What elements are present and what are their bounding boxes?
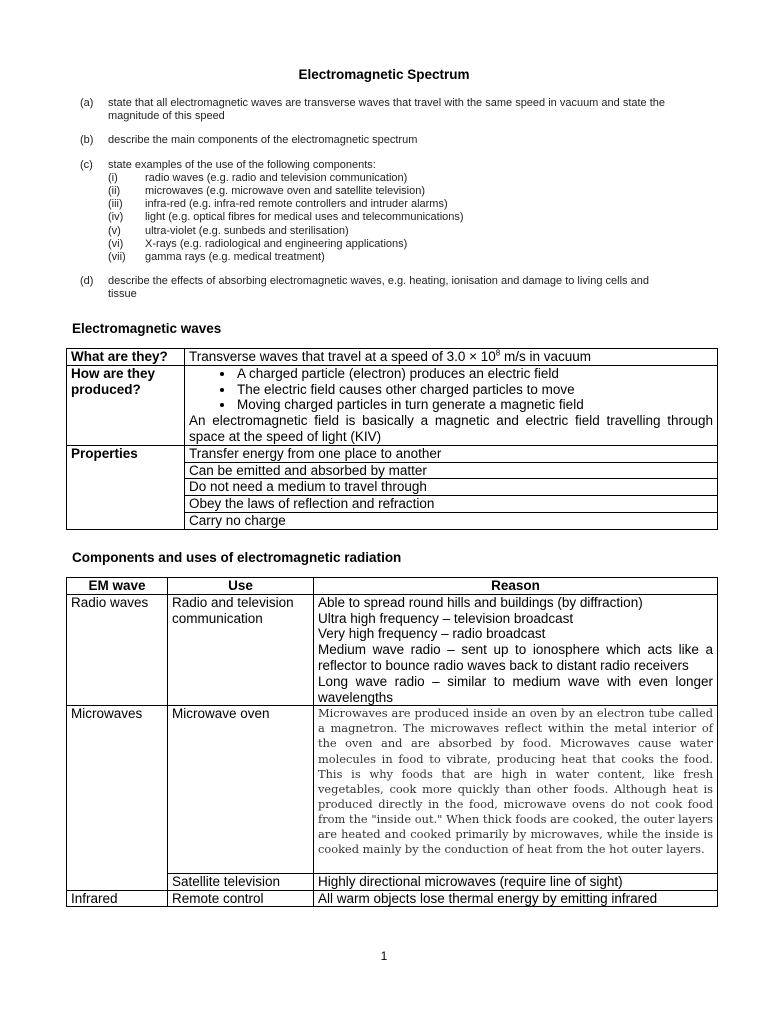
objective-subitem: (vi) X-rays (e.g. radiological and engineering applications) xyxy=(108,237,408,250)
table-row xyxy=(67,512,718,529)
list-item: • A charged particle (electron) produces an electric field xyxy=(235,366,713,382)
objective-text: describe the effects of absorbing electromagnetic waves, e.g. heating, ionisation and damage to living cells and tissue xyxy=(108,275,649,301)
objective-subitem: (iii) infra-red (e.g. infra-red remote controllers and intruder alarms) xyxy=(108,198,448,211)
objective-text: describe the main components of the electromagnetic spectrum xyxy=(108,134,418,147)
wave-cell: Infrared xyxy=(67,890,168,907)
reason-cell: Highly directional microwaves (require line of sight) xyxy=(314,873,718,890)
row-value: Transverse waves that travel at a speed of $3.0 \times 10^8$ m/s in vacuum xyxy=(185,349,718,366)
objective-text: state examples of the use of the following components: xyxy=(108,158,376,171)
objective-subitem: (i) radio waves (e.g. radio and television communication) xyxy=(108,171,408,184)
use-cell: Radio and television communication xyxy=(168,594,314,706)
property-item: Transfer energy from one place to another xyxy=(185,445,718,462)
use-cell: Remote control xyxy=(168,890,314,907)
table-row xyxy=(67,496,718,513)
section-heading-components: Components and uses of electromagnetic radiation xyxy=(72,550,402,565)
objective-c xyxy=(80,159,680,265)
objective-subitems xyxy=(108,172,680,264)
learning-objectives xyxy=(80,97,680,302)
row-label: How are they produced? xyxy=(67,365,185,445)
objective-subitem: (vii) gamma rays (e.g. medical treatment) xyxy=(108,251,325,264)
property-item: Can be emitted and absorbed by matter xyxy=(185,462,718,479)
objective-letter: (c) xyxy=(80,158,93,171)
row-value xyxy=(185,365,718,445)
objective-b xyxy=(80,134,680,147)
property-item: Do not need a medium to travel through xyxy=(185,479,718,496)
page-number: 1 xyxy=(380,949,388,963)
property-item: Carry no charge xyxy=(185,512,718,529)
table-row xyxy=(67,890,718,907)
table-row xyxy=(67,594,718,706)
objective-d xyxy=(80,275,680,301)
objective-subitem: (v) ultra-violet (e.g. sunbeds and sterilisation) xyxy=(108,224,349,237)
table-row xyxy=(67,706,718,873)
objective-subitem: (ii) microwaves (e.g. microwave oven and satellite television) xyxy=(108,185,426,198)
column-header: Reason xyxy=(314,578,718,595)
table-header-row xyxy=(67,578,718,595)
table-row xyxy=(67,445,718,462)
row-label: Properties xyxy=(67,445,185,462)
row-label: What are they? xyxy=(67,349,185,366)
wave-cell: Microwaves xyxy=(67,706,168,873)
use-cell: Satellite television xyxy=(168,873,314,890)
page-title: Electromagnetic Spectrum xyxy=(298,67,470,82)
column-header: Use xyxy=(168,578,314,595)
column-header: EM wave xyxy=(67,578,168,595)
wave-cell: Radio waves xyxy=(67,594,168,706)
reason-cell: Able to spread round hills and buildings (by diffraction) Ultra high frequency – television broadcast Very high frequency – radio broadcast Medium wave radio – sent up to ionosphere which acts like a reflector to bounce radio waves back to distant radio receivers Long wave radio – similar to medium wave with even longer wavelengths xyxy=(314,594,718,706)
property-item: Obey the laws of reflection and refraction xyxy=(185,496,718,513)
list-item: • The electric field causes other charged particles to move xyxy=(235,382,713,398)
reason-cell: Microwaves are produced inside an oven by an electron tube called a magnetron. The microwaves reflect within the metal interior of the oven and are absorbed by food. Microwaves cause water molecules in food to vibrate, producing heat that cooks the food. This is why foods that are high in water content, like fresh vegetables, cook more quickly than other foods. Although heat is produced directly in the food, microwave ovens do not cook food from the "inside out." When thick foods are cooked, the outer layers are heated and cooked primarily by microwaves, while the inside is cooked mainly by the conduction of heat from the hot outer layers. xyxy=(314,706,718,873)
em-uses-table xyxy=(66,577,718,907)
objective-letter: (d) xyxy=(80,275,94,288)
use-cell: Microwave oven xyxy=(168,706,314,873)
objective-subitem: (iv) light (e.g. optical fibres for medical uses and telecommunications) xyxy=(108,211,464,224)
production-note: An electromagnetic field is basically a magnetic and electric field travelling through space at the speed of light (KIV) xyxy=(189,413,713,444)
section-heading-em-waves: Electromagnetic waves xyxy=(72,321,222,336)
em-waves-table xyxy=(66,348,718,530)
objective-text: state that all electromagnetic waves are transverse waves that travel with the same speed in vacuum and state the magnitude of this speed xyxy=(108,97,666,123)
objective-letter: (b) xyxy=(80,134,94,147)
production-bullets xyxy=(189,366,713,413)
table-row xyxy=(67,349,718,366)
reason-cell: All warm objects lose thermal energy by emitting infrared xyxy=(314,890,718,907)
table-row xyxy=(67,365,718,445)
table-row xyxy=(67,873,718,890)
objective-letter: (a) xyxy=(80,97,94,109)
table-row xyxy=(67,479,718,496)
list-item: • Moving charged particles in turn generate a magnetic field xyxy=(235,397,713,413)
wave-cell xyxy=(67,873,168,890)
table-row xyxy=(67,462,718,479)
objective-a xyxy=(80,97,680,123)
